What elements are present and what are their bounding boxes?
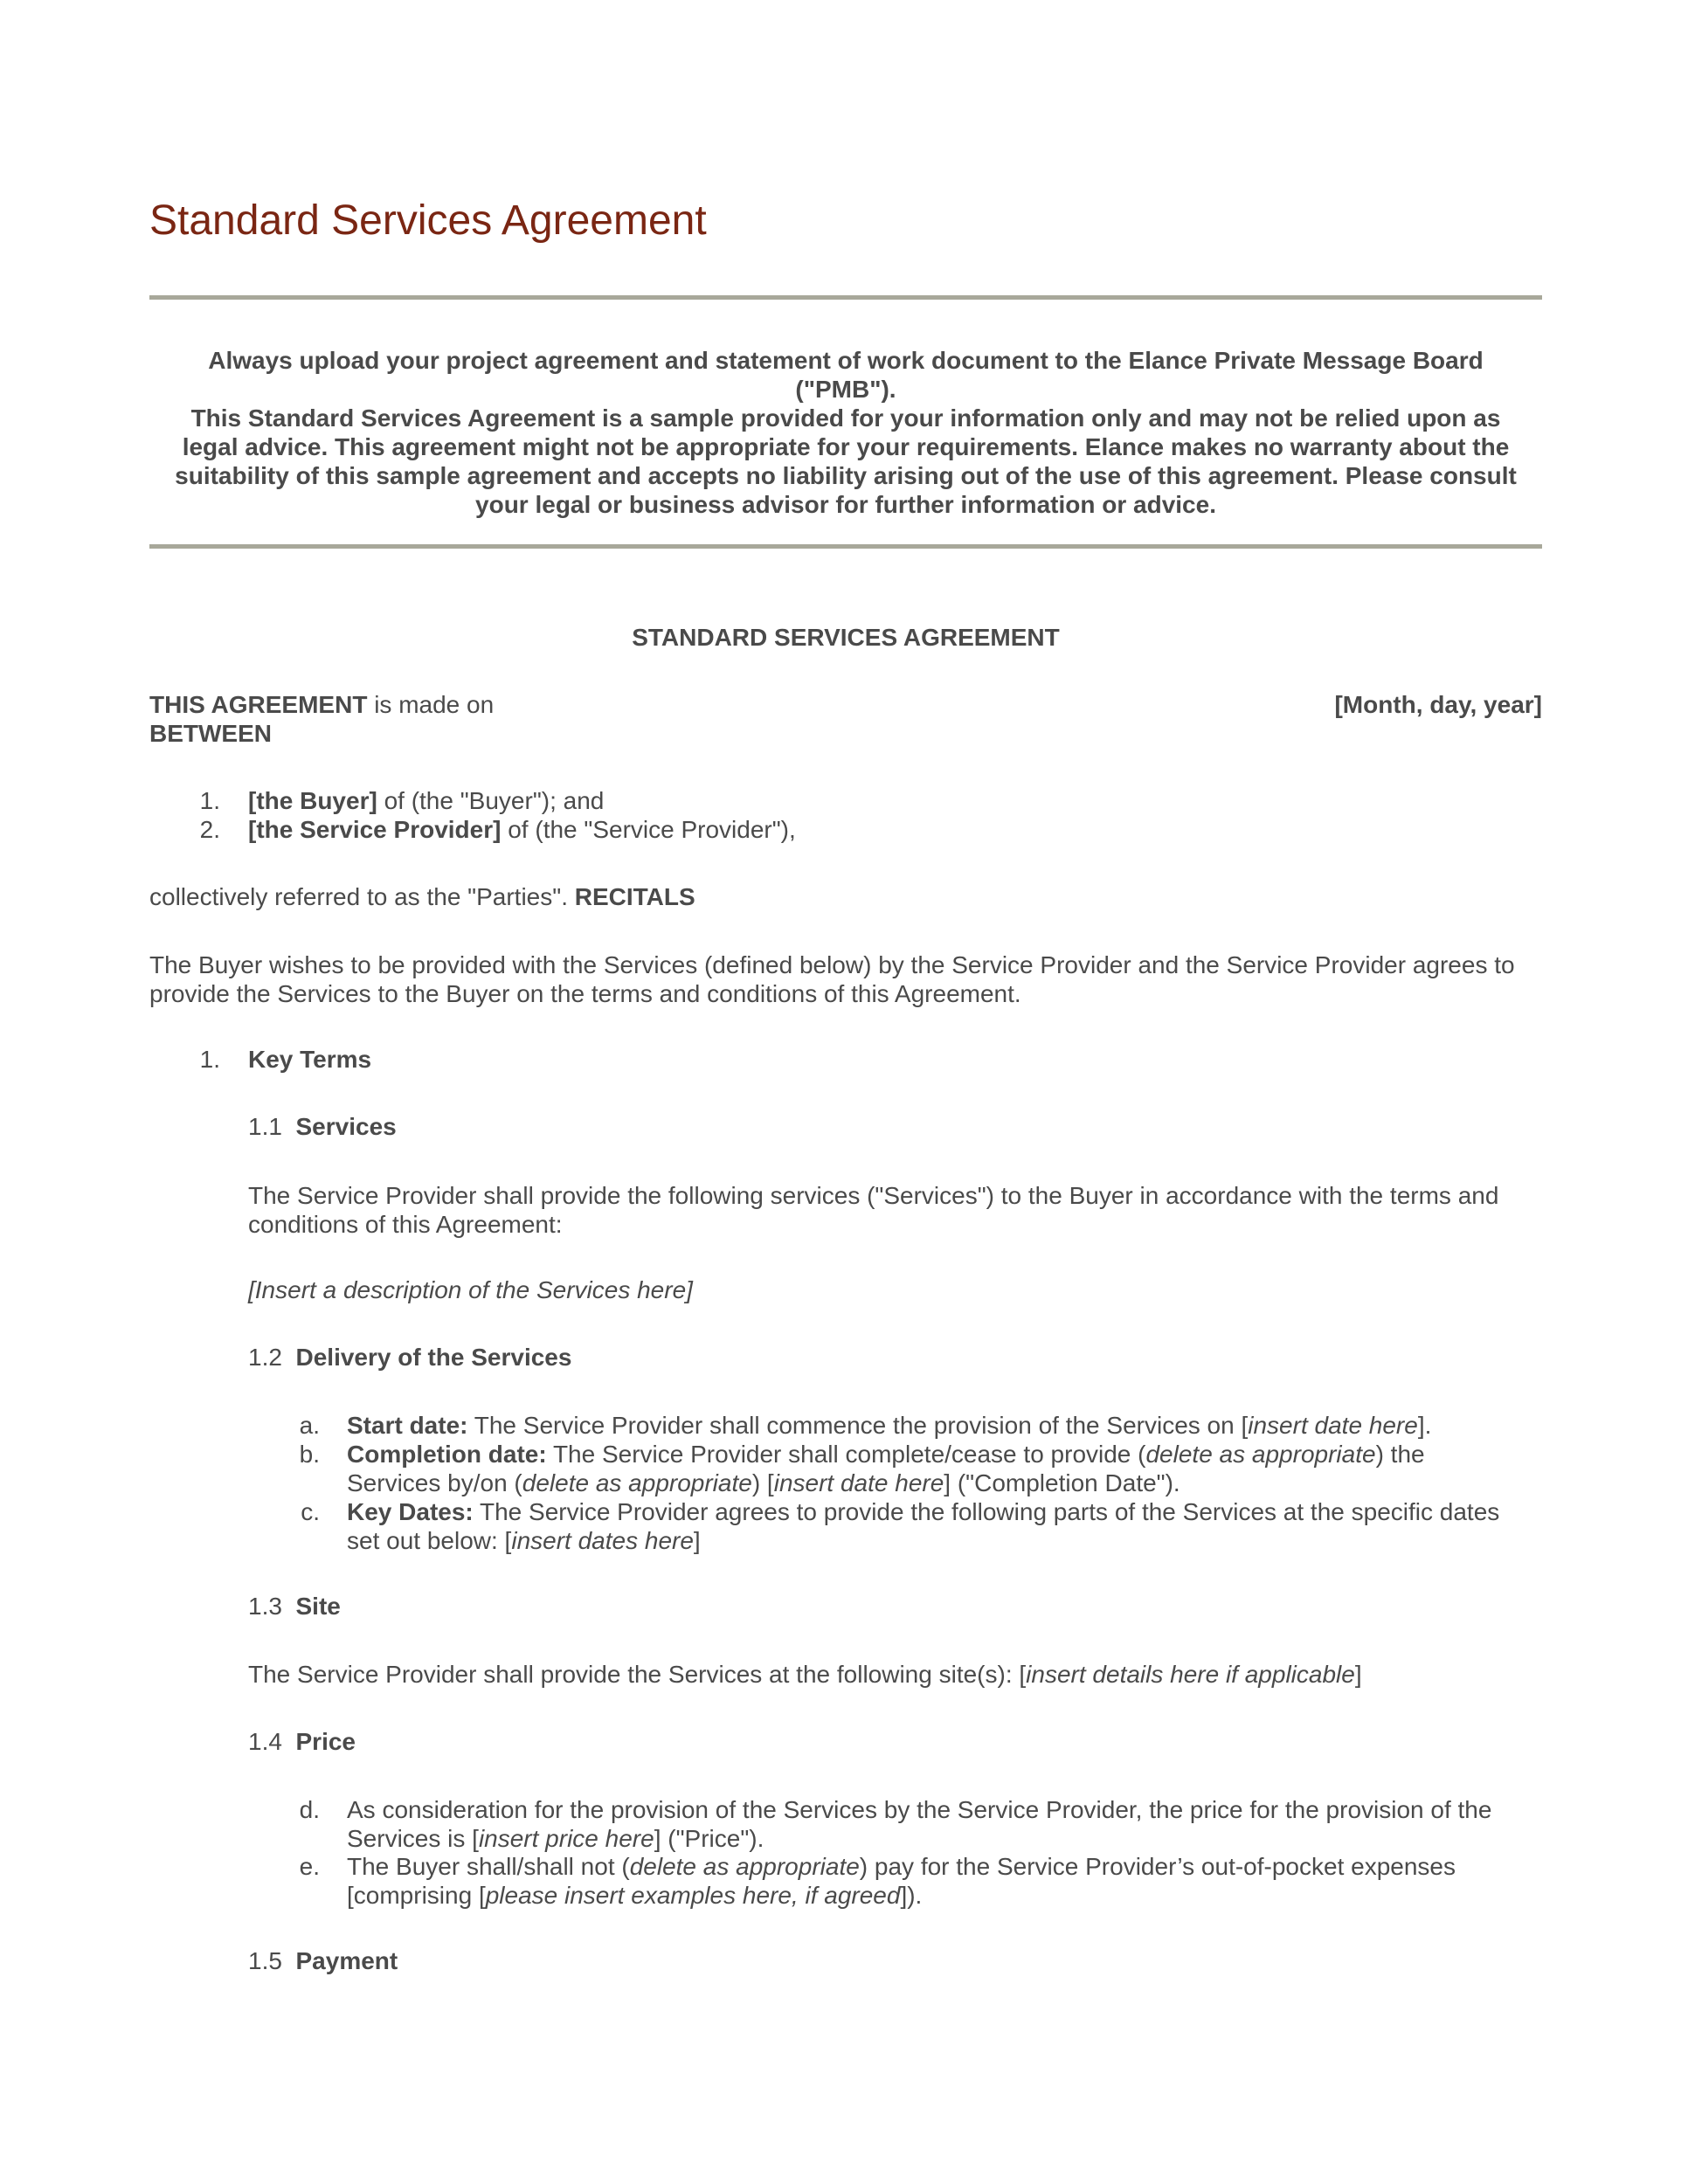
disclaimer-line: Always upload your project agreement and statement of work document to the Elance Private Message Board (208, 347, 1484, 374)
disclaimer-block (149, 346, 1542, 519)
subsection-number: 1.3 (248, 1593, 282, 1620)
subsection-number: 1.1 (248, 1113, 282, 1140)
expenses-item (347, 1852, 1456, 1910)
recitals-heading: RECITALS (574, 883, 695, 910)
item-placeholder: insert dates here (511, 1527, 694, 1554)
list-letter: a. (299, 1412, 320, 1439)
subsection-title: Site (295, 1593, 341, 1620)
made-on-text: is made on (367, 691, 495, 718)
services-body (248, 1181, 1550, 1239)
item-placeholder: delete as appropriate (1145, 1441, 1376, 1468)
item-text: Services is [ (347, 1825, 479, 1852)
item-label: Completion date: (347, 1441, 547, 1468)
price-item (347, 1795, 1491, 1853)
site-body (248, 1660, 1362, 1689)
list-letter: b. (299, 1441, 320, 1468)
collectively-line (149, 882, 695, 911)
subsection-number: 1.2 (248, 1344, 282, 1371)
between-label: BETWEEN (149, 720, 272, 747)
party-number: 2. (199, 816, 220, 843)
item-text: ) [ (751, 1469, 774, 1496)
item-placeholder: insert price here (478, 1825, 654, 1852)
completion-date-item (347, 1440, 1425, 1497)
item-text: The Service Provider shall commence the provision of the Services on [ (467, 1412, 1249, 1439)
item-text: ] ("Completion Date"). (944, 1469, 1180, 1496)
body-line: conditions of this Agreement: (248, 1211, 563, 1238)
date-placeholder: [Month, day, year] (1334, 691, 1542, 718)
subsection-number: 1.4 (248, 1728, 282, 1755)
item-placeholder: insert date here (1248, 1412, 1418, 1439)
document-title: Standard Services Agreement (149, 197, 707, 244)
item-text: The Service Provider shall complete/cease to provide ( (546, 1441, 1146, 1468)
subsection-title: Payment (295, 1947, 398, 1974)
services-placeholder: [Insert a description of the Services here] (248, 1276, 693, 1303)
list-letter: e. (299, 1853, 320, 1880)
top-divider (149, 295, 1542, 300)
item-placeholder: delete as appropriate (522, 1469, 752, 1496)
disclaimer-line: legal advice. This agreement might not be appropriate for your requirements. Elance makes no warranty about the (182, 433, 1510, 460)
agreement-heading: STANDARD SERVICES AGREEMENT (632, 624, 1060, 651)
party-number: 1. (199, 787, 220, 814)
recital-body (149, 950, 1547, 1008)
party-service-provider (248, 815, 796, 844)
subsection-delivery-heading (248, 1343, 571, 1372)
subsection-site-heading (248, 1592, 341, 1621)
party-name: [the Service Provider] (248, 816, 502, 843)
subsection-payment-heading (248, 1946, 398, 1975)
disclaimer-line: This Standard Services Agreement is a sample provided for your information only and may not be relied upon as (190, 404, 1501, 432)
item-text: [comprising [ (347, 1882, 486, 1909)
party-text: of (the "Service Provider"), (501, 816, 796, 843)
list-letter: c. (301, 1498, 320, 1525)
agreement-intro (149, 690, 494, 719)
subsection-number: 1.5 (248, 1947, 282, 1974)
subsection-title: Services (295, 1113, 397, 1140)
body-text: ] (1354, 1661, 1362, 1688)
subsection-title: Delivery of the Services (295, 1344, 572, 1371)
recital-line: The Buyer wishes to be provided with the Services (defined below) by the Service Provider and the Service Provider agrees to (149, 951, 1515, 978)
party-buyer (248, 786, 604, 815)
list-letter: d. (299, 1796, 320, 1823)
item-text: ] (693, 1527, 701, 1554)
item-text: ]). (900, 1882, 923, 1909)
this-agreement-label: THIS AGREEMENT (149, 691, 368, 718)
item-text: ) the (1375, 1441, 1425, 1468)
party-name: [the Buyer] (248, 787, 377, 814)
item-text: ]. (1417, 1412, 1432, 1439)
item-placeholder: insert date here (773, 1469, 944, 1496)
item-text: As consideration for the provision of the Services by the Service Provider, the price for the provision of the (347, 1796, 1492, 1823)
party-text: of (the "Buyer"); and (377, 787, 605, 814)
disclaimer-line: ("PMB"). (795, 376, 896, 403)
item-text: set out below: [ (347, 1527, 512, 1554)
item-placeholder: please insert examples here, if agreed (485, 1882, 901, 1909)
disclaimer-line: your legal or business advisor for further information or advice. (475, 491, 1216, 518)
start-date-item (347, 1411, 1431, 1440)
body-text: The Service Provider shall provide the Services at the following site(s): [ (248, 1661, 1027, 1688)
recital-line: provide the Services to the Buyer on the terms and conditions of this Agreement. (149, 980, 1021, 1007)
section-number: 1. (199, 1046, 220, 1073)
item-label: Start date: (347, 1412, 468, 1439)
bottom-divider (149, 544, 1542, 549)
item-text: ) pay for the Service Provider’s out-of-pocket expenses (859, 1853, 1456, 1880)
disclaimer-line: suitability of this sample agreement and accepts no liability arising out of the use of this agreement. Please consult (175, 462, 1517, 489)
item-text: The Buyer shall/shall not ( (347, 1853, 630, 1880)
key-dates-item (347, 1497, 1499, 1555)
subsection-price-heading (248, 1727, 356, 1756)
section-title: Key Terms (248, 1046, 372, 1073)
item-text: Services by/on ( (347, 1469, 522, 1496)
item-label: Key Dates: (347, 1498, 474, 1525)
collectively-text: collectively referred to as the "Parties". (149, 883, 575, 910)
body-line: The Service Provider shall provide the following services ("Services") to the Buyer in accordance with the terms and (248, 1182, 1499, 1209)
item-text: ] ("Price"). (654, 1825, 764, 1852)
subsection-services-heading (248, 1112, 397, 1141)
subsection-title: Price (295, 1728, 356, 1755)
body-placeholder: insert details here if applicable (1026, 1661, 1355, 1688)
item-placeholder: delete as appropriate (629, 1853, 860, 1880)
item-text: The Service Provider agrees to provide the following parts of the Services at the specific dates (473, 1498, 1500, 1525)
